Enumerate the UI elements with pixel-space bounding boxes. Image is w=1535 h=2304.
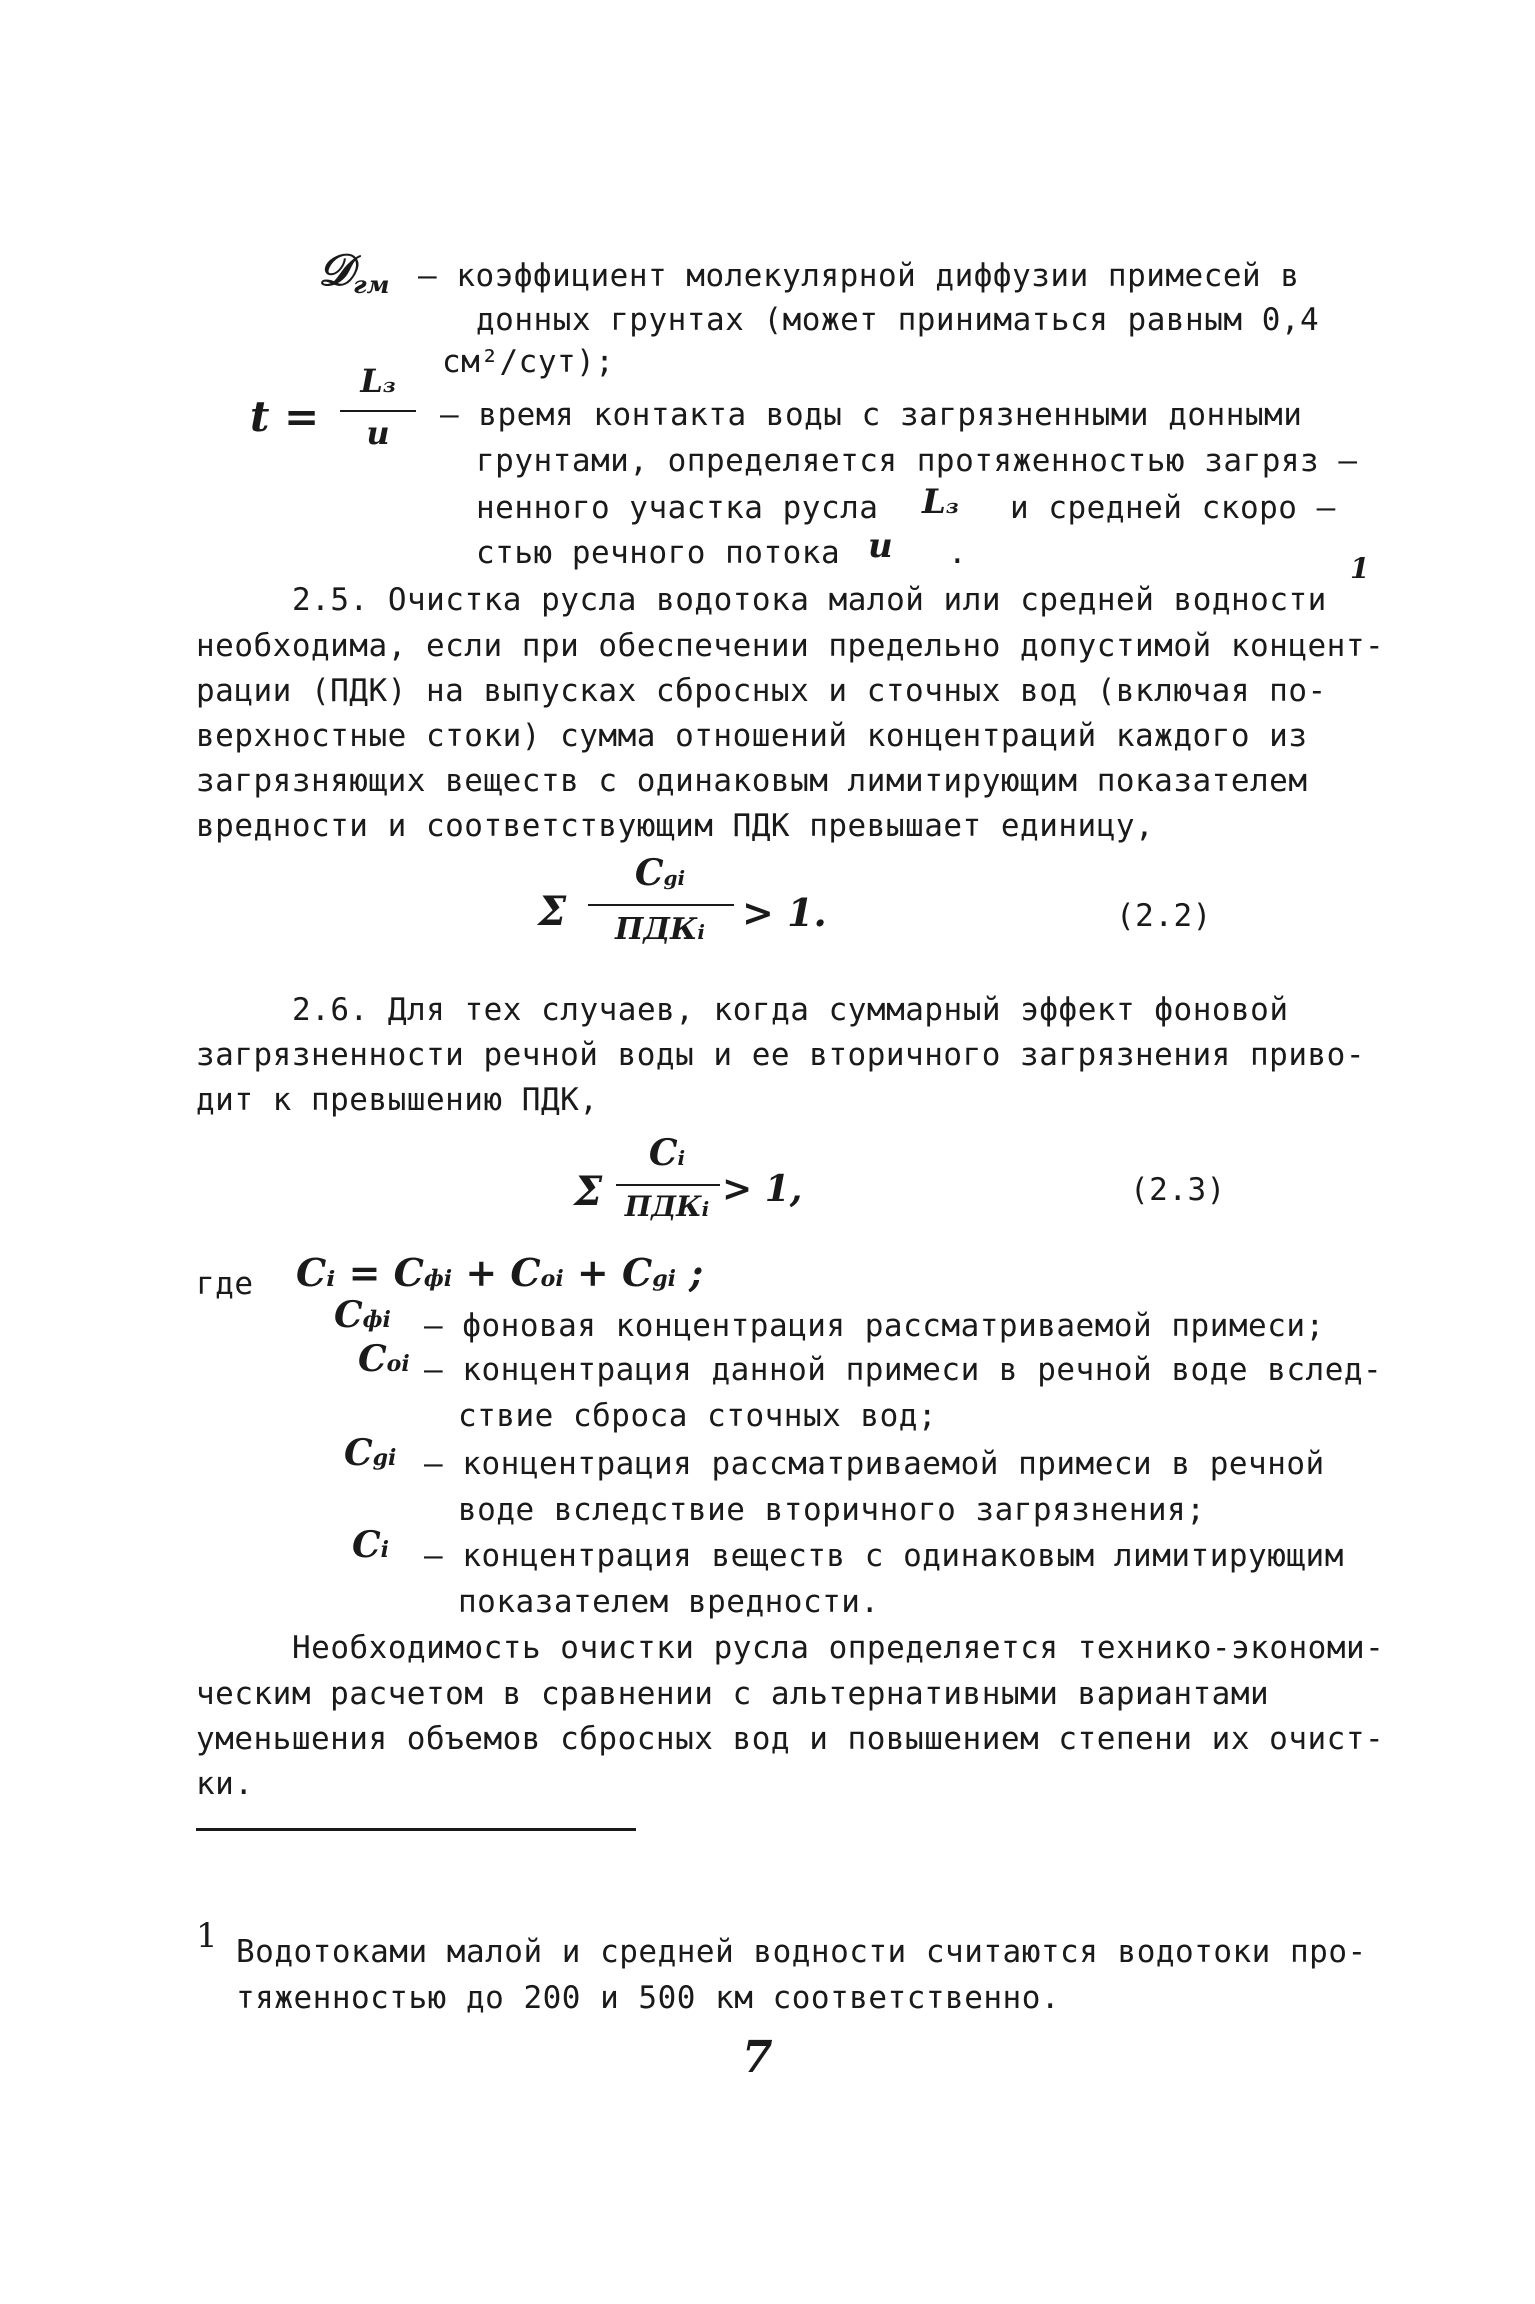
para-final-line-2: ческим расчетом в сравнении с альтернативными вариантами [196,1676,1270,1712]
t-fraction-bar [340,410,416,412]
symbol-t: t = [250,392,320,441]
footnote-line-1: Водотоками малой и средней водности считаются водотоки про- [236,1934,1367,1970]
def-D-line-3: см²/сут); [442,344,615,380]
symbol-L3: Lз [922,482,959,522]
def-Cgi-line-2: воде вследствие вторичного загрязнения; [458,1492,1206,1528]
def-D-line-2: донных грунтах (может приниматься равным 0,4 [476,302,1320,338]
para-2-5-line-2: необходима, если при обеспечении предельно допустимой концент- [196,628,1385,664]
formula-2-2-bar [588,904,734,906]
def-symbol-Cgi: Cgi [344,1432,397,1474]
para-2-5-line-6: вредности и соответствующим ПДК превышает единицу, [196,808,1155,844]
def-t-period: . [948,535,968,571]
def-t-line-2: грунтами, определяется протяженностью загряз – [476,443,1358,479]
where-equation: Cᵢ = Cфi + Coi + Cgi ; [296,1250,704,1295]
page-number: 7 [742,2032,773,2083]
def-symbol-Coi: Coi [358,1338,410,1380]
para-2-6-line-2: загрязненности речной воды и ее вторичного загрязнения приво- [196,1037,1365,1073]
formula-2-3-label: (2.3) [1130,1172,1226,1208]
para-2-6-line-1: 2.6. Для тех случаев, когда суммарный эффект фоновой [292,992,1289,1028]
para-2-5-line-4: верхностные стоки) сумма отношений концентраций каждого из [196,718,1308,754]
def-D-line-1: – коэффициент молекулярной диффузии примесей в [418,258,1300,294]
def-Coi-line-1: – концентрация данной примеси в речной воде вслед- [424,1352,1383,1388]
para-2-5-line-3: рации (ПДК) на выпусках сбросных и сточных вод (включая по- [196,673,1327,709]
symbol-u: u [868,526,893,566]
para-final-line-4: ки. [196,1766,254,1802]
where-word: где [196,1266,254,1302]
formula-2-3-numerator: Ci [648,1132,686,1174]
para-2-6-line-3: дит к превышению ПДК, [196,1082,599,1118]
para-final-line-3: уменьшения объемов сбросных вод и повышением степени их очист- [196,1721,1385,1757]
footnote-divider [196,1828,636,1831]
def-t-line-3b: и средней скоро – [1010,490,1336,526]
formula-2-2-denominator: ПДКi [615,912,705,947]
def-t-line-3a: ненного участка русла [476,490,879,526]
t-denominator: u [366,414,390,452]
def-Cfi-line-1: – фоновая концентрация рассматриваемой примеси; [424,1308,1325,1344]
def-Ci-line-2: показателем вредности. [458,1584,880,1620]
formula-2-3-denominator: ПДКi [624,1190,710,1223]
formula-2-2-sigma: Σ [538,888,567,935]
symbol-D: 𝒟гм [318,245,390,299]
para-2-5-line-1: 2.5. Очистка русла водотока малой или средней водности [292,582,1327,618]
formula-2-2-rhs: > 1. [742,890,827,935]
formula-2-2-label: (2.2) [1116,898,1212,934]
def-Cgi-line-1: – концентрация рассматриваемой примеси в речной [424,1446,1325,1482]
footnote-line-2: тяженностью до 200 и 500 км соответственно. [236,1980,1061,2016]
def-Coi-line-2: ствие сброса сточных вод; [458,1398,938,1434]
formula-2-3-rhs: > 1, [722,1168,803,1210]
formula-2-3-sigma: Σ [574,1168,603,1215]
def-symbol-Cfi: Cфi [334,1294,391,1336]
t-numerator: Lз [360,362,396,400]
def-t-line-4: стью речного потока [476,535,841,571]
formula-2-3-bar [616,1184,720,1186]
formula-2-2-numerator: Cgi [634,852,686,894]
para-2-5-line-5: загрязняющих веществ с одинаковым лимитирующим показателем [196,763,1308,799]
def-symbol-Ci: Ci [352,1524,390,1566]
def-Ci-line-1: – концентрация веществ с одинаковым лимитирующим [424,1538,1344,1574]
def-t-line-1: – время контакта воды с загрязненными донными [440,397,1303,433]
footnote-mark: 1 [196,1916,218,1956]
para-final-line-1: Необходимость очистки русла определяется технико-экономи- [292,1630,1385,1666]
footnote-mark-ref: 1 [1350,552,1370,585]
